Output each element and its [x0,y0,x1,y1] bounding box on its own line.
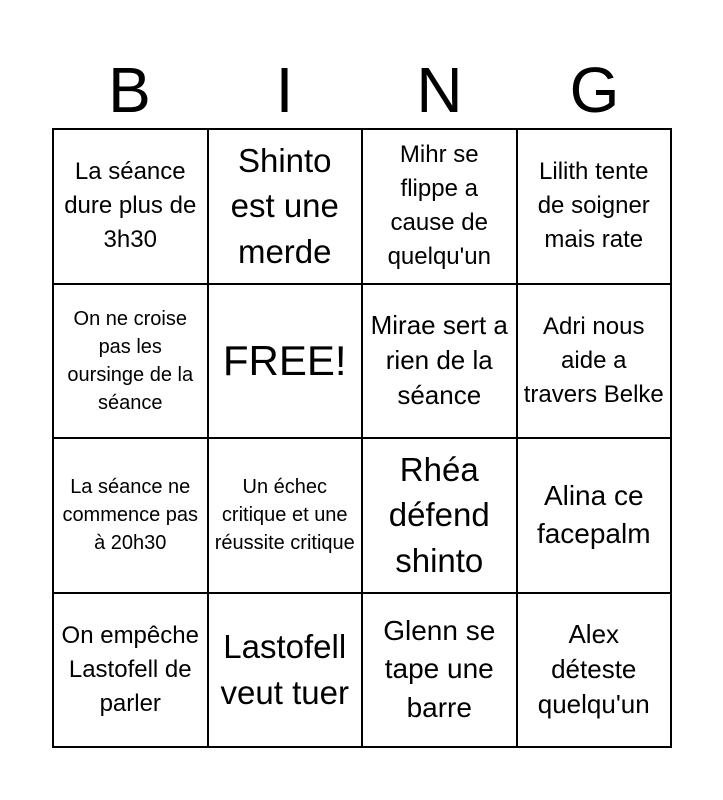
free-cell-text: FREE! [222,336,347,384]
bingo-cell-text: Adri nous aide a travers Belke [523,312,664,408]
header-letter-b: B [108,54,151,126]
bingo-cell-text: Glenn se tape une barre [383,614,496,724]
bingo-cell[interactable] [54,130,209,285]
bingo-cell-text: La séance dure plus de 3h30 [64,158,197,254]
bingo-cell[interactable] [209,439,364,594]
bingo-cell[interactable] [363,285,518,440]
bingo-cell[interactable] [363,439,518,594]
bingo-cell[interactable] [363,594,518,749]
bingo-cell[interactable] [518,130,673,285]
bingo-cell-text: Lastofell veut tuer [220,628,349,711]
bingo-cell[interactable] [209,130,364,285]
bingo-header [52,52,672,128]
bingo-cell-text: On empêche Lastofell de parler [61,621,199,717]
bingo-cell-text: Un échec critique et une réussite critique [214,476,355,555]
bingo-cell-text: Alex déteste quelqu'un [537,619,650,720]
bingo-cell-text: Mihr se flippe a cause de quelqu'un [387,141,491,271]
free-cell[interactable] [209,285,364,440]
bingo-cell-text: Shinto est une merde [230,141,339,271]
bingo-cell[interactable] [54,594,209,749]
bingo-cell[interactable] [363,130,518,285]
header-letter-i: I [275,54,294,126]
bingo-cell[interactable] [54,285,209,440]
bingo-cell-text: On ne croise pas les oursinge de la séance [67,307,194,414]
bingo-cell[interactable] [209,594,364,749]
bingo-cell-text: Rhéa défend shinto [388,450,490,580]
bingo-cell[interactable] [54,439,209,594]
bingo-cell[interactable] [518,594,673,749]
bingo-cell-text: Alina ce facepalm [536,479,651,550]
bingo-cell-text: Lilith tente de soigner mais rate [537,158,650,254]
bingo-cell[interactable] [518,439,673,594]
bingo-cell[interactable] [518,285,673,440]
bingo-cell-text: La séance ne commence pas à 20h30 [62,476,199,555]
header-letter-g: G [569,54,620,126]
bingo-cell-text: Mirae sert a rien de la séance [370,310,508,411]
bingo-grid [52,128,672,748]
header-letter-n: N [416,54,463,126]
